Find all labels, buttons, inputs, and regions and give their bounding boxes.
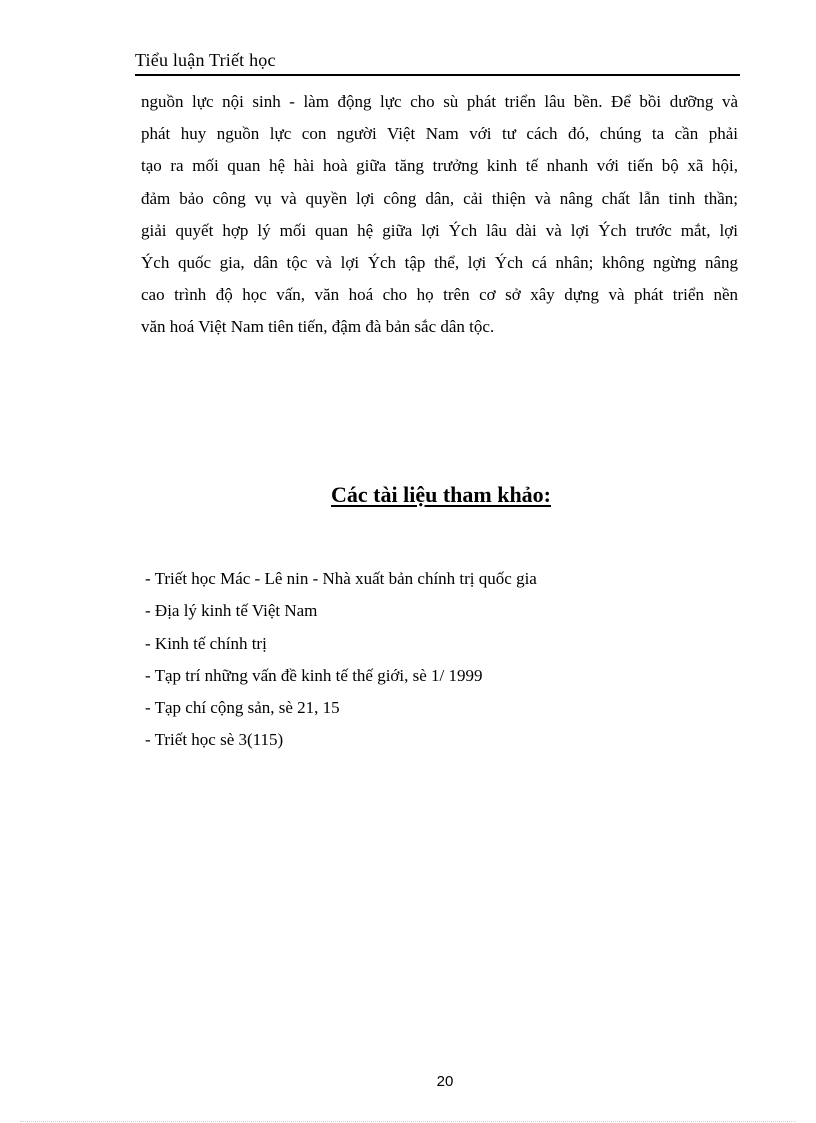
references-heading: Các tài liệu tham khảo:	[331, 482, 551, 507]
reference-item: - Triết học sè 3(115)	[145, 730, 284, 750]
references-list	[145, 563, 537, 757]
page-number: 20	[436, 1073, 454, 1090]
body-line: Ých quốc gia, dân tộc và lợi Ých tập thể, lợi Ých cá nhân; không ngừng nâng	[141, 252, 738, 272]
page-bottom-divider	[20, 1121, 796, 1122]
body-line: cao trình độ học vấn, văn hoá cho họ trên cơ sở xây dựng và phát triển nền	[141, 285, 738, 305]
body-line: giải quyết hợp lý mối quan hệ giữa lợi Ých lâu dài và lợi Ých trước mắt, lợi	[141, 220, 738, 240]
reference-item: - Kinh tế chính trị	[145, 633, 267, 653]
body-line: phát huy nguồn lực con người Việt Nam với tư cách đó, chúng ta cần phải	[141, 124, 738, 144]
reference-item: - Triết học Mác - Lê nin - Nhà xuất bản chính trị quốc gia	[145, 569, 537, 588]
header-title: Tiểu luận Triết học	[135, 50, 276, 70]
body-line: tạo ra mối quan hệ hài hoà giữa tăng trưởng kinh tế nhanh với tiến bộ xã hội,	[141, 156, 738, 176]
reference-item: - Tạp trí những vấn đề kinh tế thế giới, sè 1/ 1999	[145, 665, 483, 685]
body-line: nguồn lực nội sinh - làm động lực cho sù phát triển lâu bền. Để bồi dưỡng và	[141, 92, 738, 111]
reference-item: - Tạp chí cộng sản, sè 21, 15	[145, 698, 340, 718]
body-paragraph	[141, 86, 738, 344]
page-header	[135, 48, 740, 76]
reference-item: - Địa lý kinh tế Việt Nam	[145, 601, 318, 621]
body-line: văn hoá Việt Nam tiên tiến, đậm đà bản sắc dân tộc.	[141, 317, 495, 337]
body-line: đảm bảo công vụ và quyền lợi công dân, cải thiện và nâng chất lẫn tinh thần;	[141, 188, 738, 208]
